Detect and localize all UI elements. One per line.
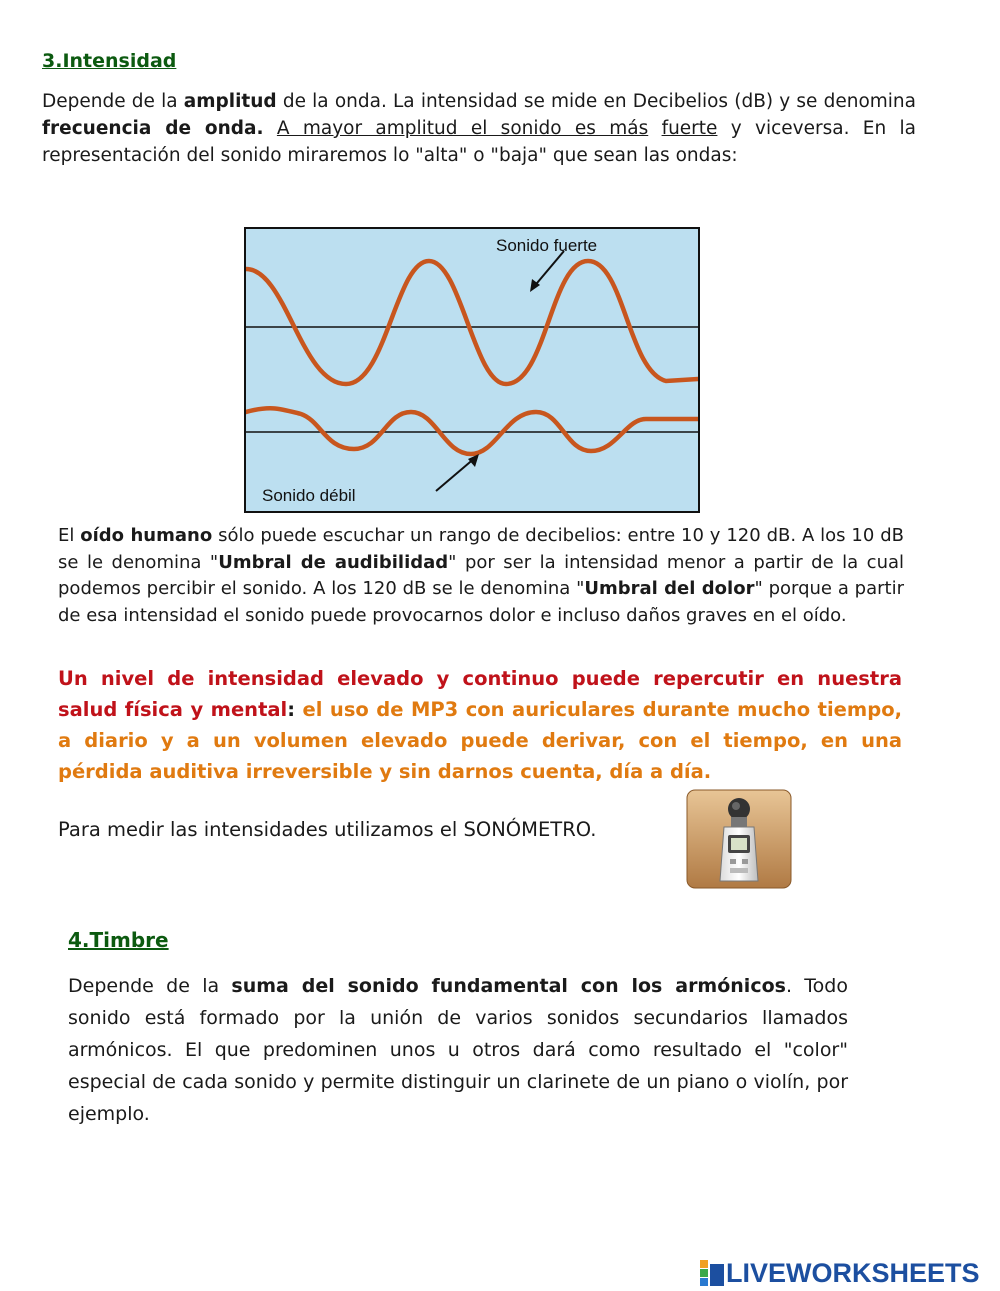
wave-svg (246, 229, 698, 511)
text: El (58, 525, 81, 546)
logo-icon (700, 1260, 726, 1288)
arrow-weak (436, 457, 476, 491)
timbre-description (68, 970, 848, 1130)
text: : (287, 698, 296, 721)
hearing-range-text (58, 523, 904, 629)
text: de la onda. La intensidad se mide en Decibelios (dB) y se denomina (276, 91, 916, 112)
health-warning (58, 663, 902, 787)
sonometro-text: Para medir las intensidades utilizamos el SONÓMETRO. (58, 818, 597, 841)
section-4-title: 4.Timbre (68, 928, 169, 952)
label-weak: Sonido débil (262, 486, 356, 505)
warning-orange: el uso de MP3 con auriculares durante mucho tiempo, a diario y a un volumen elevado puede derivar, con el tiempo, en una pérdida auditiva irreversible y sin darnos cuenta, día a día. (58, 698, 902, 783)
sound-level-meter-icon (686, 789, 792, 889)
text (264, 118, 277, 139)
liveworksheets-logo (700, 1258, 995, 1288)
text: " por ser la intensidad menor a partir de la cual podemos percibir el sonido. A los 120 dB se le denomina " (58, 551, 905, 599)
term-suma-armonicos: suma del sonido fundamental con los armónicos (231, 975, 786, 997)
strong-wave (246, 261, 698, 384)
section-3-title: 3.Intensidad (42, 50, 177, 72)
text: sólo puede escuchar un rango de decibelios: entre 10 y 120 dB. A los 10 dB se le denomina " (58, 525, 904, 573)
text: " porque a partir de esa intensidad el sonido puede provocarnos dolor e incluso daños graves en el oído. (58, 578, 904, 626)
term-umbral-dolor: Umbral del dolor (584, 578, 755, 599)
term-umbral-audibilidad: Umbral de audibilidad (218, 551, 449, 573)
text: y viceversa. En la representación del sonido miraremos lo "alta" o "baja" que sean las ondas: (42, 118, 916, 166)
underlined-fuerte: fuerte (661, 118, 718, 139)
warning-red: Un nivel de intensidad elevado y continuo puede repercutir en nuestra salud física y mental (58, 667, 902, 721)
intensity-description (42, 88, 916, 169)
weak-wave (246, 408, 698, 454)
term-oido: oído humano (80, 525, 213, 546)
term-amplitud: amplitud (183, 91, 277, 112)
wave-diagram (244, 227, 700, 513)
text: Depende de la (42, 91, 184, 112)
text: Depende de la (68, 975, 232, 997)
term-frecuencia: frecuencia de onda. (42, 118, 264, 139)
underlined-rule: A mayor amplitud el sonido es más (276, 118, 649, 139)
text: . Todo sonido está formado por la unión de varios sonidos secundarios llamados armónicos. El que predominen unos u otros dará como resultado el "color" especial de cada sonido y permite distinguir un clarinete de un piano o violín, por ejemplo. (68, 975, 848, 1125)
text (648, 118, 661, 139)
label-strong: Sonido fuerte (496, 236, 598, 255)
logo-text: LIVEWORKSHEETS (726, 1258, 980, 1288)
